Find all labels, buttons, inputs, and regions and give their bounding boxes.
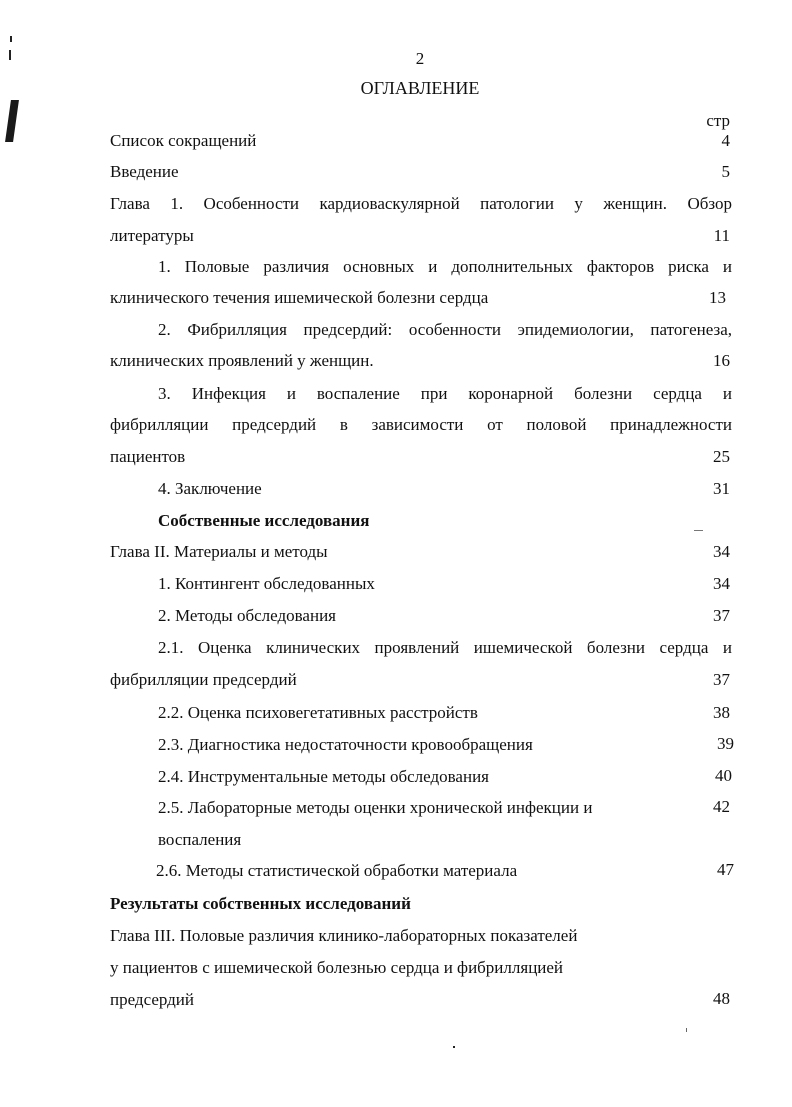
scan-speck (10, 36, 12, 42)
toc-page-2-2-2: 38 (713, 703, 730, 722)
scan-speck (453, 1046, 455, 1048)
toc-entry-1-3: 3. Инфекция и воспаление при коронарной болезни сердца и (158, 384, 732, 403)
section-heading-own-research: Собственные исследования (158, 511, 370, 530)
toc-entry-1-1: 1. Половые различия основных и дополнительных факторов риска и (158, 257, 732, 276)
toc-entry-2-2-6: 2.6. Методы статистической обработки материала (156, 861, 518, 880)
toc-page-1-1: 13 (709, 288, 726, 307)
toc-entry-chapter-3-cont2: предсердий (110, 990, 194, 1009)
toc-entry-chapter-3: Глава III. Половые различия клинико-лабораторных показателей (110, 926, 578, 945)
toc-entry-1-3-cont: фибрилляции предсердий в зависимости от половой принадлежности (110, 415, 732, 434)
toc-entry-1-1-cont: клинического течения ишемической болезни сердца (110, 288, 489, 307)
toc-page-abbreviations: 4 (721, 131, 730, 150)
toc-page-chapter-2: 34 (713, 542, 730, 561)
toc-entry-chapter-3-cont: у пациентов с ишемической болезнью сердца и фибрилляцией (110, 958, 564, 977)
toc-entry-1-4: 4. Заключение (158, 479, 262, 498)
toc-entry-introduction: Введение (110, 162, 179, 181)
toc-entry-2-2: 2. Методы обследования (158, 606, 336, 625)
toc-page-1-2: 16 (713, 351, 730, 370)
toc-page-2-2: 37 (713, 606, 730, 625)
toc-entry-2-2-1-cont: фибрилляции предсердий (110, 670, 297, 689)
scan-speck (686, 1028, 687, 1032)
toc-entry-2-2-3: 2.3. Диагностика недостаточности кровообращения (158, 735, 533, 754)
toc-page-2-2-1: 37 (713, 670, 730, 689)
toc-entry-1-3-cont2: пациентов (110, 447, 186, 466)
toc-page-2-2-6: 47 (717, 860, 734, 879)
toc-page-1-3: 25 (713, 447, 730, 466)
toc-entry-chapter-2: Глава II. Материалы и методы (110, 542, 328, 561)
scan-speck (694, 530, 703, 531)
toc-entry-abbreviations: Список сокращений (110, 131, 257, 150)
toc-entry-1-2-cont: клинических проявлений у женщин. (110, 351, 374, 370)
toc-entry-chapter-1: Глава 1. Особенности кардиоваскулярной патологии у женщин. Обзор (110, 194, 732, 213)
toc-entry-2-2-4: 2.4. Инструментальные методы обследования (158, 767, 489, 786)
toc-page-1-4: 31 (713, 479, 730, 498)
page-number: 2 (415, 49, 425, 68)
toc-entry-chapter-1-cont: литературы (110, 226, 194, 245)
toc-page-introduction: 5 (721, 162, 730, 181)
toc-page-2-2-5: 42 (713, 797, 730, 816)
page-title: ОГЛАВЛЕНИЕ (360, 78, 480, 98)
section-heading-results: Результаты собственных исследований (110, 894, 411, 913)
toc-page-2-1: 34 (713, 574, 730, 593)
toc-entry-1-2: 2. Фибрилляция предсердий: особенности эпидемиологии, патогенеза, (158, 320, 732, 339)
toc-entry-2-1: 1. Контингент обследованных (158, 574, 375, 593)
toc-page-chapter-3: 48 (713, 989, 730, 1008)
toc-page-2-2-3: 39 (717, 734, 734, 753)
toc-page-2-2-4: 40 (715, 766, 732, 785)
toc-entry-2-2-5-cont: воспаления (158, 830, 242, 849)
scan-mark (5, 100, 19, 142)
toc-entry-2-2-1: 2.1. Оценка клинических проявлений ишемической болезни сердца и (158, 638, 732, 657)
toc-page-chapter-1: 11 (713, 226, 730, 245)
page-column-header: стр (706, 111, 730, 130)
toc-entry-2-2-5: 2.5. Лабораторные методы оценки хронической инфекции и (158, 798, 593, 817)
toc-entry-2-2-2: 2.2. Оценка психовегетативных расстройств (158, 703, 478, 722)
